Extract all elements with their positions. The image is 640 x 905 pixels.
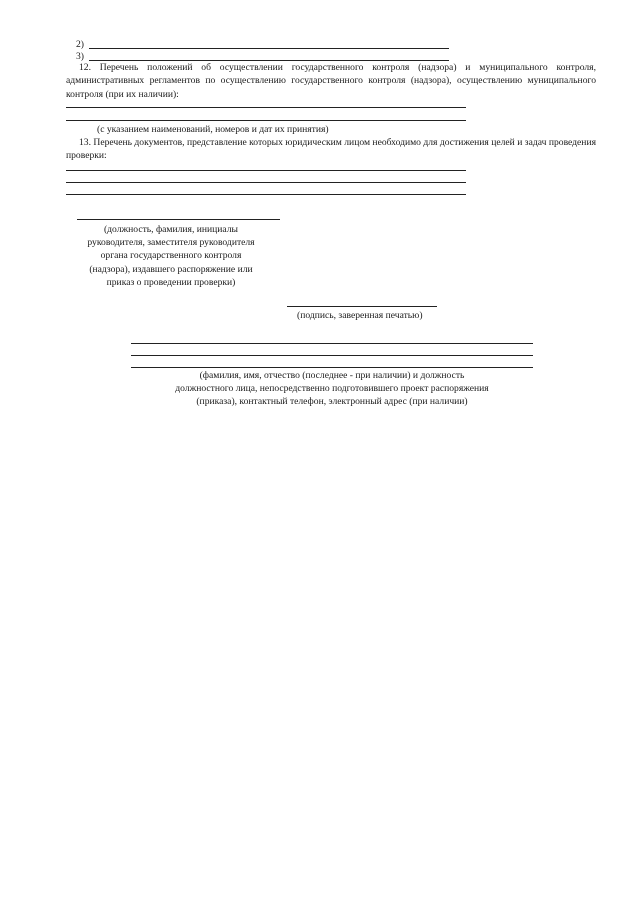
section-12-text: 12. Перечень положений об осуществлении государственного контроля (надзора) и муниципального контроля, административных регламентов по осуществлению государственного контроля (надзора), осуществлению муниципального контроля (при их наличии): [66, 62, 596, 100]
section-12-fill-line-2 [66, 120, 466, 121]
preparer-caption-line: (приказа), контактный телефон, электронный адрес (при наличии) [196, 396, 468, 408]
item-2-label: 2) [76, 39, 84, 50]
item-2-fill-line [89, 48, 449, 49]
item-3-label: 3) [76, 51, 84, 62]
section-13-fill-line-2 [66, 182, 466, 183]
preparer-fill-line-2 [131, 355, 533, 356]
official-fill-line [77, 219, 280, 220]
preparer-caption [131, 369, 533, 409]
official-caption [66, 223, 276, 289]
section-12-fill-line-1 [66, 107, 466, 108]
official-caption-line: (надзора), издавшего распоряжение или [89, 263, 253, 275]
section-13-fill-line-3 [66, 194, 466, 195]
official-caption-line: (должность, фамилия, инициалы [103, 224, 238, 235]
signature-caption: (подпись, заверенная печатью) [297, 310, 423, 321]
signature-fill-line [287, 306, 437, 307]
preparer-fill-line-1 [131, 343, 533, 344]
section-13-text: 13. Перечень документов, представление которых юридическим лицом необходимо для достижения целей и задач проведения проверки: [66, 137, 596, 162]
preparer-caption-line: должностного лица, непосредственно подготовившего проект распоряжения [175, 383, 489, 395]
official-caption-line: органа государственного контроля [100, 250, 242, 262]
official-caption-line: руководителя, заместителя руководителя [87, 237, 255, 249]
preparer-caption-line: (фамилия, имя, отчество (последнее - при наличии) и должность [199, 370, 465, 381]
preparer-fill-line-3 [131, 367, 533, 368]
section-12-caption: (с указанием наименований, номеров и дат их принятия) [97, 124, 329, 135]
section-13-fill-line-1 [66, 170, 466, 171]
official-caption-line: приказ о проведении проверки) [106, 276, 236, 288]
